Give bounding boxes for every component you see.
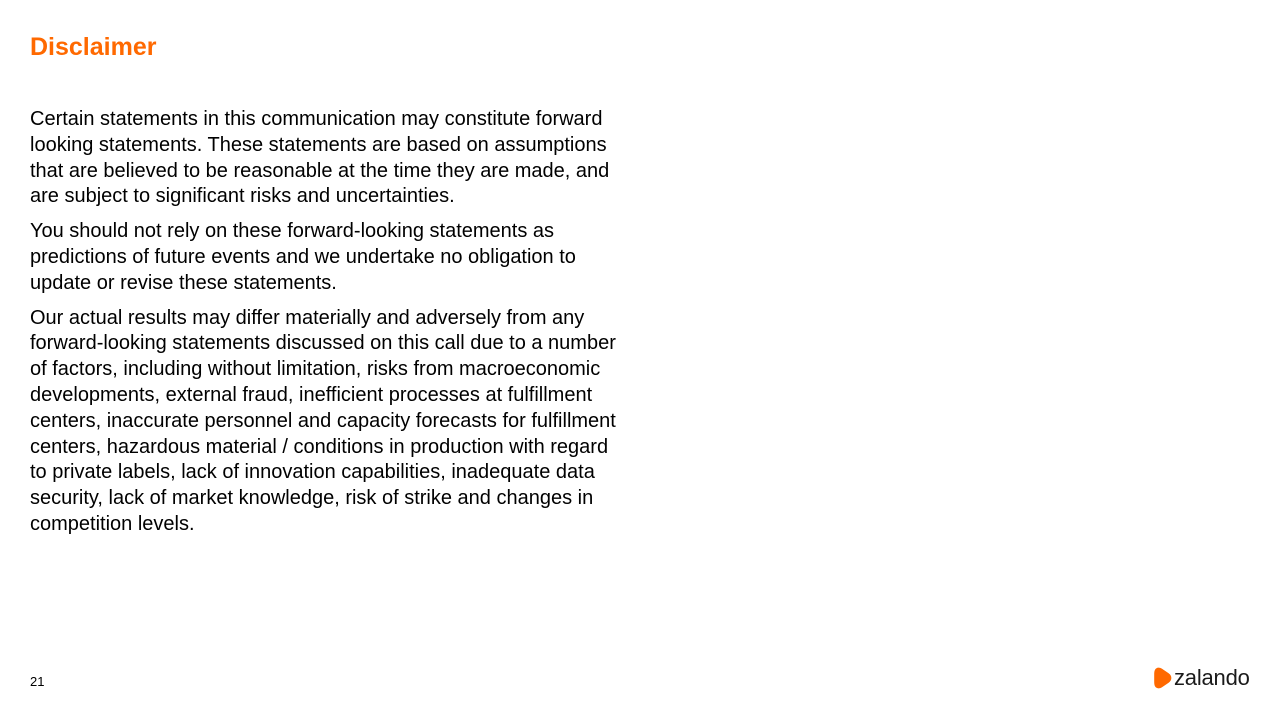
disclaimer-body [30, 107, 630, 547]
disclaimer-paragraph: Certain statements in this communication may constitute forward looking statements. These statements are based on assumptions that are believed to be reasonable at the time they are made, and are subject to significant risks and uncertainties. [30, 108, 610, 208]
zalando-logo [1153, 664, 1250, 692]
page-number: 21 [30, 674, 45, 689]
disclaimer-paragraph: Our actual results may differ materially and adversely from any forward-looking statements discussed on this call due to a number of factors, including without limitation, risks from macroeconomic developments, external fraud, inefficient processes at fulfillment centers, inaccurate personnel and capacity forecasts for fulfillment centers, hazardous material / conditions in production with regard to private labels, lack of innovation capabilities, inadequate data security, lack of market knowledge, risk of strike and changes in competition levels. [30, 306, 616, 535]
zalando-logo-icon [1153, 666, 1173, 690]
zalando-wordmark: zalando [1174, 665, 1250, 690]
slide-title: Disclaimer [30, 33, 157, 61]
disclaimer-paragraph: You should not rely on these forward-looking statements as predictions of future events and we undertake no obligation to update or revise these statements. [30, 220, 576, 294]
